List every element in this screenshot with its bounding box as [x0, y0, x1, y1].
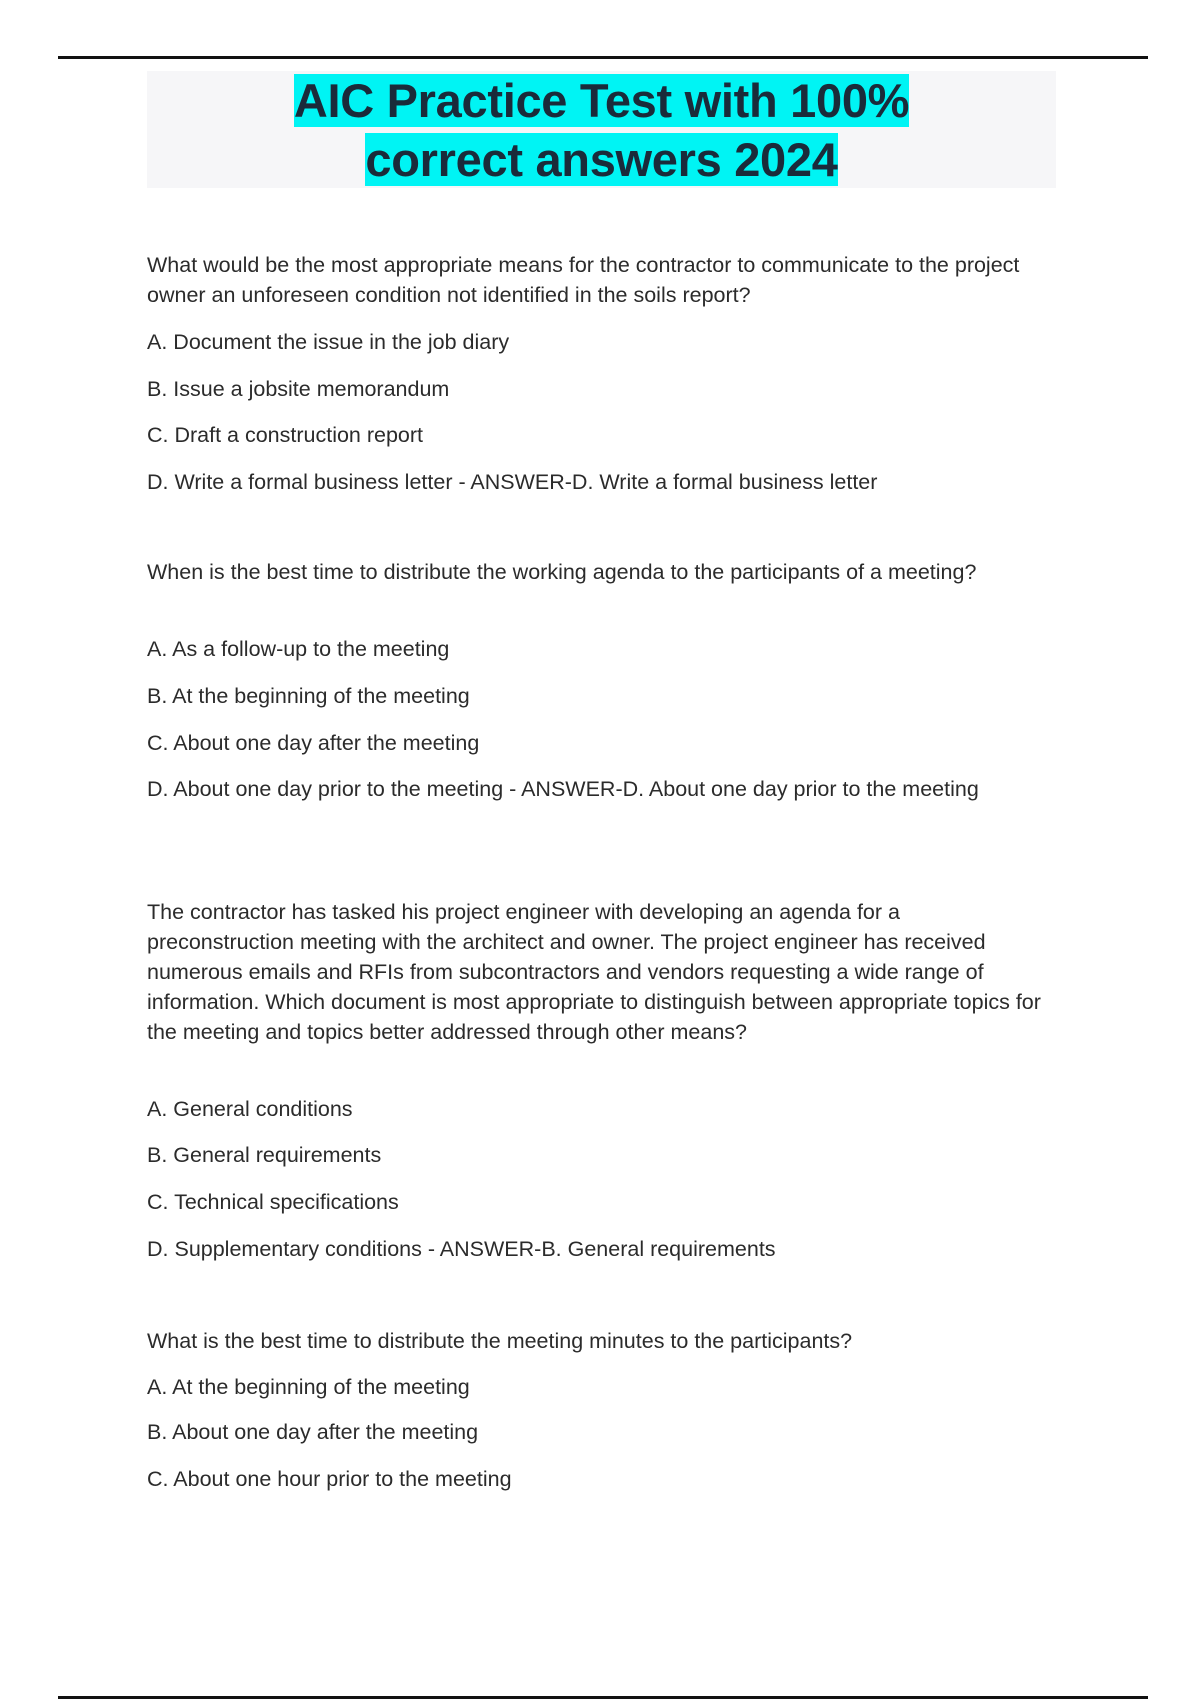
option: B. At the beginning of the meeting — [147, 684, 470, 708]
option: B. Issue a jobsite memorandum — [147, 377, 450, 401]
option: C. About one hour prior to the meeting — [147, 1467, 512, 1491]
option: C. Draft a construction report — [147, 423, 424, 447]
top-rule — [58, 56, 1148, 59]
option-answer: D. Write a formal business letter - ANSWER-D. Write a formal business letter — [147, 470, 878, 494]
option: A. At the beginning of the meeting — [147, 1375, 470, 1399]
question-4: What is the best time to distribute the meeting minutes to the participants? — [147, 1329, 853, 1353]
option: B. General requirements — [147, 1143, 382, 1167]
bottom-rule — [58, 1696, 1148, 1699]
option-answer: D. Supplementary conditions - ANSWER-B. General requirements — [147, 1237, 776, 1261]
question-1: What would be the most appropriate means for the contractor to communicate to the project owner an unforeseen condition not identified in the soils report? — [147, 253, 1020, 307]
option: B. About one day after the meeting — [147, 1420, 479, 1444]
question-2: When is the best time to distribute the working agenda to the participants of a meeting? — [147, 560, 977, 584]
option: A. General conditions — [147, 1097, 353, 1121]
option: A. As a follow-up to the meeting — [147, 637, 450, 661]
option: C. About one day after the meeting — [147, 731, 480, 755]
option: C. Technical specifications — [147, 1190, 399, 1214]
option: A. Document the issue in the job diary — [147, 330, 510, 354]
question-3: The contractor has tasked his project engineer with developing an agenda for a preconstruction meeting with the architect and owner. The project engineer has received numerous emails and RFIs from subcontractors and vendors requesting a wide range of information. Which document is most appropriate to distinguish between appropriate topics for the meeting and topics better addressed through other means? — [147, 900, 1041, 1044]
document-title: AIC Practice Test with 100% correct answers 2024 — [293, 74, 910, 186]
option-answer: D. About one day prior to the meeting - ANSWER-D. About one day prior to the meeting — [147, 777, 979, 801]
title-box — [147, 71, 1056, 188]
